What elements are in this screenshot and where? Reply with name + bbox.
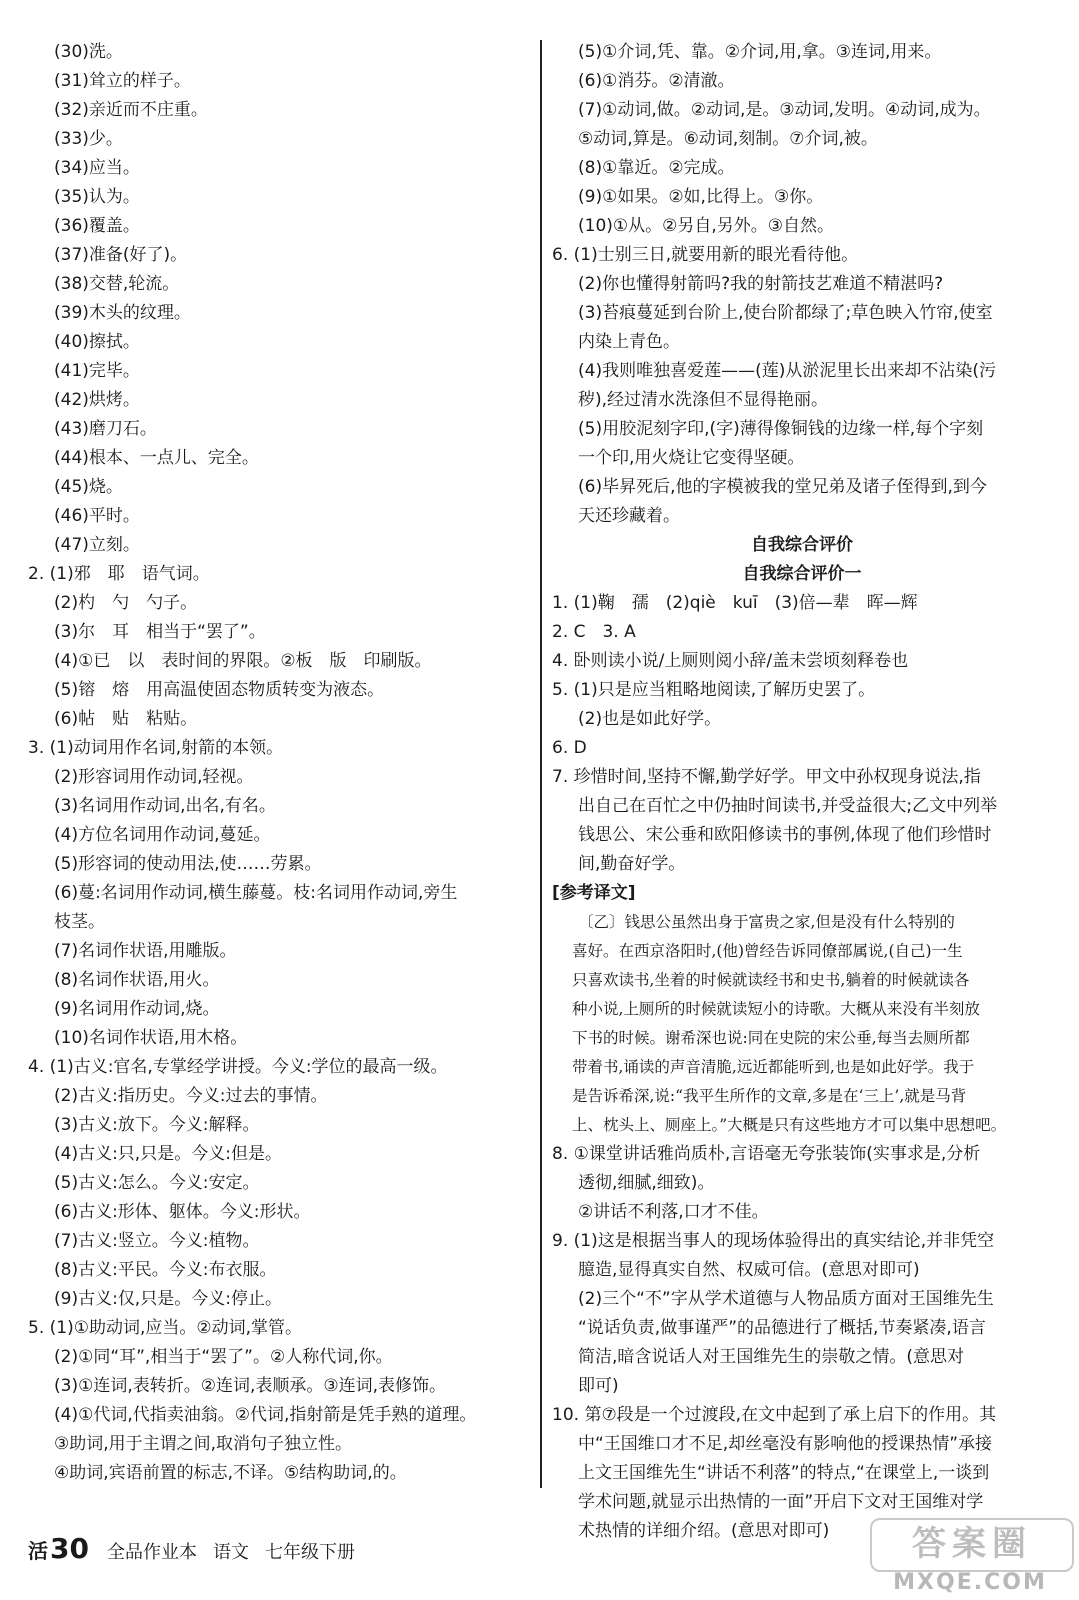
answer-line: 带着书,诵读的声音清脆,远近都能听到,也是如此好学。我于 [572,1058,975,1076]
right-column [552,38,1052,1546]
answer-line: (37)准备(好了)。 [54,245,188,265]
answer-line: (7)名词作状语,用雕版。 [54,941,237,961]
answer-line: (5)用胶泥刻字印,(字)薄得像铜钱的边缘一样,每个字刻 [578,419,984,439]
left-column [28,38,530,1488]
answer-line: (31)耸立的样子。 [54,71,191,91]
answer-line: 8. ①课堂讲话雅尚质朴,言语毫无夸张装饰(实事求是,分析 [552,1144,981,1164]
answer-line: (32)亲近而不庄重。 [54,100,208,120]
answer-line: ③助词,用于主谓之间,取消句子独立性。 [54,1434,353,1454]
answer-line: 中“王国维口才不足,却丝毫没有影响他的授课热情”承接 [578,1434,993,1454]
answer-line: (33)少。 [54,129,123,149]
answer-line: 枝茎。 [54,912,105,932]
answer-line: (41)完毕。 [54,361,140,381]
answer-line: (46)平时。 [54,506,140,526]
answer-line: (7)古义:竖立。今义:植物。 [54,1231,260,1251]
answer-line: (3)苔痕蔓延到台阶上,使台阶都绿了;草色映入竹帘,使室 [578,303,993,323]
answer-line: (2)你也懂得射箭吗?我的射箭技艺难道不精湛吗? [578,274,944,294]
answer-line: 1. (1)鞠 孺 (2)qiè kuī (3)倍—辈 晖—辉 [552,593,918,613]
answer-line: 是告诉希深,说:“我平生所作的文章,多是在‘三上’,就是马背 [572,1087,967,1105]
answer-line: (40)擦拭。 [54,332,140,352]
footer-prefix: 活 [28,1539,48,1563]
answer-line: (6)毕昇死后,他的字模被我的堂兄弟及诸子侄得到,到今 [578,477,987,497]
watermark [870,1518,1070,1596]
answer-line: (43)磨刀石。 [54,419,157,439]
answer-line: (4)古义:只,只是。今义:但是。 [54,1144,282,1164]
section-heading: 自我综合评价 [751,535,853,555]
column-divider [540,40,542,1488]
answer-line: ②讲话不利落,口才不佳。 [578,1202,769,1222]
grade-label: 七年级下册 [264,1542,355,1563]
page-number: 30 [50,1532,89,1565]
answer-line: (6)①消芬。②清澈。 [578,71,735,91]
answer-line: (8)①靠近。②完成。 [578,158,735,178]
answer-line: (34)应当。 [54,158,140,178]
answer-line: 6. (1)士别三日,就要用新的眼光看待他。 [552,245,859,265]
answer-line: 透彻,细腻,细致)。 [578,1173,715,1193]
answer-line: 上文王国维先生“讲话不利落”的特点,“在课堂上,一谈到 [578,1463,990,1483]
answer-line: (4)我则唯独喜爱莲——(莲)从淤泥里长出来却不沾染(污 [578,361,996,381]
answer-line: (8)名词作状语,用火。 [54,970,220,990]
answer-line: (6)古义:形体、躯体。今义:形状。 [54,1202,311,1222]
answer-line: (4)①代词,代指卖油翁。②代词,指射箭是凭手熟的道理。 [54,1405,477,1425]
answer-line: 10. 第⑦段是一个过渡段,在文中起到了承上启下的作用。其 [552,1405,997,1425]
answer-line: (47)立刻。 [54,535,140,555]
answer-line: (6)蔓:名词用作动词,横生藤蔓。枝:名词用作动词,旁生 [54,883,458,903]
answer-line: “说话负责,做事谨严”的品德进行了概括,节奏紧凑,语言 [578,1318,986,1338]
answer-line: (2)①同“耳”,相当于“罢了”。②人称代词,你。 [54,1347,393,1367]
answer-line: 4. (1)古义:官名,专掌经学讲授。今义:学位的最高一级。 [28,1057,448,1077]
answer-line: 2. (1)邪 耶 语气词。 [28,564,210,584]
answer-line: 秽),经过清水洗涤但不显得艳丽。 [578,390,829,410]
answer-line: ④助词,宾语前置的标志,不译。⑤结构助词,的。 [54,1463,407,1483]
answer-line: (36)覆盖。 [54,216,140,236]
answer-line: (10)①从。②另自,另外。③自然。 [578,216,835,236]
answer-line: (42)烘烤。 [54,390,140,410]
answer-line: (6)帖 贴 粘贴。 [54,709,198,729]
answer-line: 3. (1)动词用作名词,射箭的本领。 [28,738,284,758]
answer-line: (2)古义:指历史。今义:过去的事情。 [54,1086,328,1106]
answer-line: 间,勤奋好学。 [578,854,686,874]
answer-line: (8)古义:平民。今义:布衣服。 [54,1260,277,1280]
answer-line: ⑤动词,算是。⑥动词,刻制。⑦介词,被。 [578,129,878,149]
answer-line: (3)①连词,表转折。②连词,表顺承。③连词,表修饰。 [54,1376,447,1396]
answer-line: (3)尔 耳 相当于“罢了”。 [54,622,266,642]
section-heading: 自我综合评价一 [742,564,862,584]
answer-line: (9)古义:仅,只是。今义:停止。 [54,1289,282,1309]
answer-line: (4)方位名词用作动词,蔓延。 [54,825,271,845]
answer-line: (10)名词作状语,用木格。 [54,1028,248,1048]
watermark-url: MXQE.COM [893,1570,1047,1595]
answer-line: 只喜欢读书,坐着的时候就读经书和史书,躺着的时候就读各 [572,971,970,989]
answer-line: (5)形容词的使动用法,使……劳累。 [54,854,322,874]
answer-line: (2)三个“不”字从学术道德与人物品质方面对王国维先生 [578,1289,994,1309]
book-title: 全品作业本 [106,1542,197,1563]
subject-label: 语文 [212,1542,249,1563]
answer-line: 9. (1)这是根据当事人的现场体验得出的真实结论,并非凭空 [552,1231,995,1251]
answer-line: 臆造,显得真实自然、权威可信。(意思对即可) [578,1260,920,1280]
answer-line: 出自己在百忙之中仍抽时间读书,并受益很大;乙文中列举 [578,796,998,816]
answer-line: (2)杓 勺 勺子。 [54,593,198,613]
answer-line: (9)①如果。②如,比得上。③你。 [578,187,824,207]
answer-line: (38)交替,轮流。 [54,274,180,294]
answer-line: 7. 珍惜时间,坚持不懈,勤学好学。甲文中孙权现身说法,指 [552,767,981,787]
answer-line: 一个印,用火烧让它变得坚硬。 [578,448,805,468]
answer-line: (30)洗。 [54,42,123,62]
answer-line: (9)名词用作动词,烧。 [54,999,220,1019]
watermark-logo: 答案圈 [870,1518,1074,1572]
answer-line: 2. C 3. A [552,622,636,642]
answer-line: 5. (1)①助动词,应当。②动词,掌管。 [28,1318,302,1338]
answer-line: 钱思公、宋公垂和欧阳修读书的事例,体现了他们珍惜时 [578,825,992,845]
answer-line: 简洁,暗含说话人对王国维先生的崇敬之情。(意思对 [578,1347,965,1367]
answer-line: (35)认为。 [54,187,140,207]
answer-line: (4)①已 以 表时间的界限。②板 版 印刷版。 [54,651,432,671]
answer-line: 上、枕头上、厕座上。”大概是只有这些地方才可以集中思想吧。 [572,1116,1007,1134]
answer-line: (44)根本、一点儿、完全。 [54,448,259,468]
answer-line: (7)①动词,做。②动词,是。③动词,发明。④动词,成为。 [578,100,991,120]
answer-line: (45)烧。 [54,477,123,497]
answer-line: 〔乙〕钱思公虽然出身于富贵之家,但是没有什么特别的 [578,913,955,931]
answer-line: 喜好。在西京洛阳时,(他)曾经告诉同僚部属说,(自己)一生 [572,942,963,960]
answer-line: [参考译文] [552,883,636,903]
answer-line: (2)形容词用作动词,轻视。 [54,767,254,787]
answer-line: (5)古义:怎么。今义:安定。 [54,1173,260,1193]
answer-line: 学术问题,就显示出热情的一面”开启下文对王国维对学 [578,1492,984,1512]
page-footer [28,1532,371,1565]
answer-line: (39)木头的纹理。 [54,303,191,323]
answer-line: 即可) [578,1376,619,1396]
answer-line: 6. D [552,738,587,758]
answer-line: (2)也是如此好学。 [578,709,722,729]
answer-line: 5. (1)只是应当粗略地阅读,了解历史罢了。 [552,680,876,700]
answer-line: 术热情的详细介绍。(意思对即可) [578,1521,830,1541]
answer-line: (3)名词用作动词,出名,有名。 [54,796,276,816]
answer-line: 种小说,上厕所的时候就读短小的诗歌。大概从来没有半刻放 [572,1000,980,1018]
answer-line: (5)①介词,凭、靠。②介词,用,拿。③连词,用来。 [578,42,942,62]
answer-line: (5)镕 熔 用高温使固态物质转变为液态。 [54,680,385,700]
answer-line: 4. 卧则读小说/上厕则阅小辞/盖未尝顷刻释卷也 [552,651,909,671]
answer-line: 内染上青色。 [578,332,680,352]
answer-line: (3)古义:放下。今义:解释。 [54,1115,260,1135]
answer-line: 下书的时候。谢希深也说:同在史院的宋公垂,每当去厕所都 [572,1029,970,1047]
answer-line: 天还珍藏着。 [578,506,680,526]
